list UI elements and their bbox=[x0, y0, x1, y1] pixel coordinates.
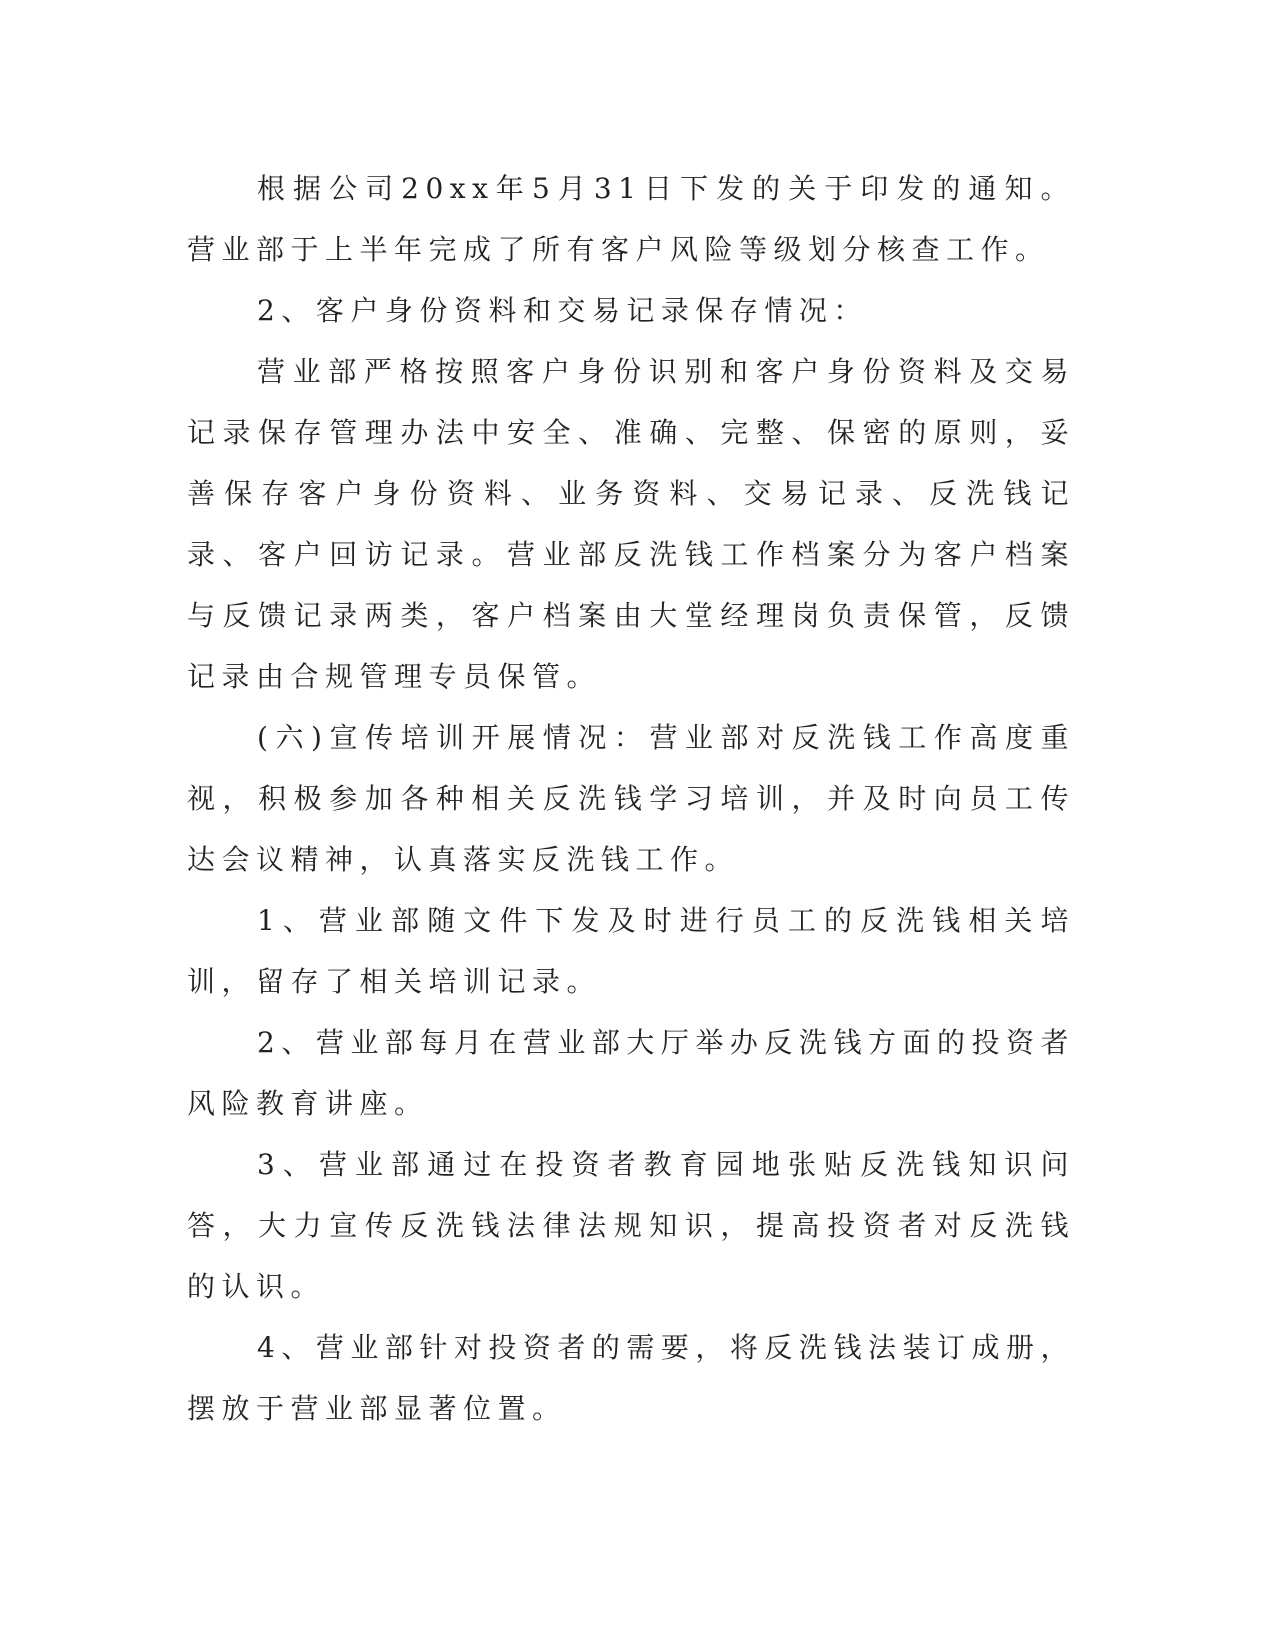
paragraph-training-item-1: 1、营业部随文件下发及时进行员工的反洗钱相关培训，留存了相关培训记录。 bbox=[187, 904, 1075, 998]
paragraph-training-item-4: 4、营业部针对投资者的需要，将反洗钱法装订成册，摆放于营业部显著位置。 bbox=[187, 1331, 1075, 1425]
document-body bbox=[187, 158, 1075, 1439]
paragraph-record-keeping-detail: 营业部严格按照客户身份识别和客户身份资料及交易记录保存管理办法中安全、准确、完整、保密的原则，妥善保存客户身份资料、业务资料、交易记录、反洗钱记录、客户回访记录。营业部反洗钱工作档案分为客户档案与反馈记录两类，客户档案由大堂经理岗负责保管，反馈记录由合规管理专员保管。 bbox=[187, 355, 1075, 693]
paragraph-training-overview: (六)宣传培训开展情况：营业部对反洗钱工作高度重视，积极参加各种相关反洗钱学习培训，并及时向员工传达会议精神，认真落实反洗钱工作。 bbox=[187, 721, 1075, 876]
paragraph-risk-classification: 根据公司20xx年5月31日下发的关于印发的通知。营业部于上半年完成了所有客户风险等级划分核查工作。 bbox=[187, 172, 1075, 266]
paragraph-record-keeping-heading: 2、客户身份资料和交易记录保存情况： bbox=[257, 294, 868, 327]
paragraph-training-item-2: 2、营业部每月在营业部大厅举办反洗钱方面的投资者风险教育讲座。 bbox=[187, 1026, 1075, 1120]
paragraph-training-item-3: 3、营业部通过在投资者教育园地张贴反洗钱知识问答，大力宣传反洗钱法律法规知识，提高投资者对反洗钱的认识。 bbox=[187, 1148, 1075, 1303]
